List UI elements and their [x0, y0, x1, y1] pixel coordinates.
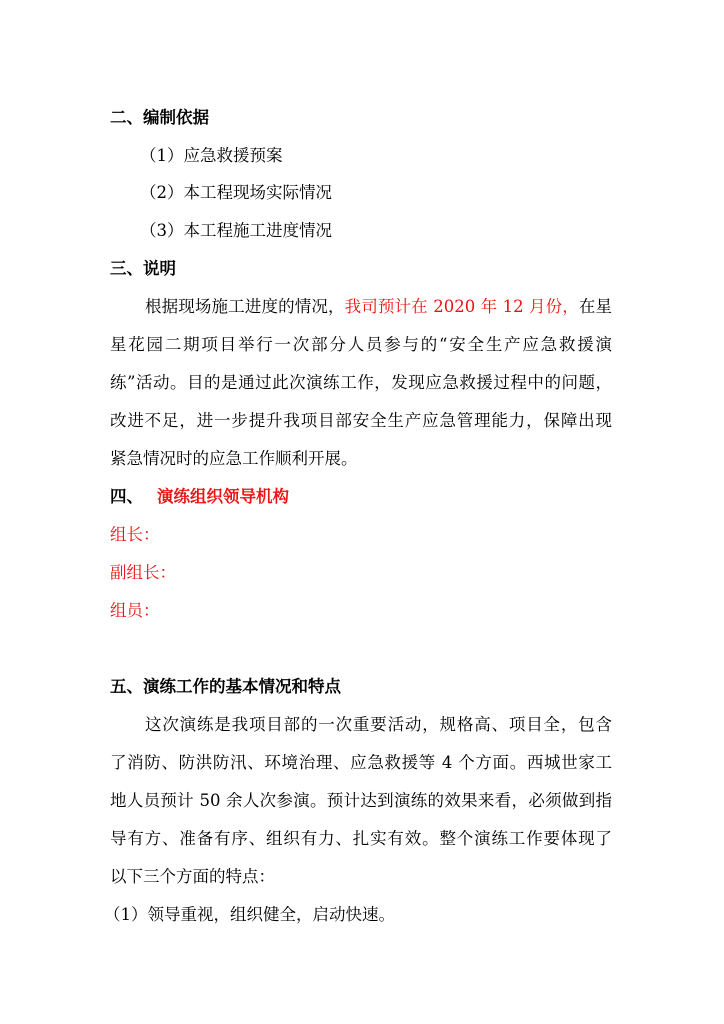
- section-5-heading: 五、演练工作的基本情况和特点: [110, 677, 341, 696]
- section-5-paragraph-line-3: 地人员预计 50 余人次参演。预计达到演练的效果来看，必须做到指: [110, 791, 612, 810]
- section-2-item-3: （3）本工程施工进度情况: [140, 221, 332, 240]
- section-5-paragraph-line-4: 导有方、准备有序、组织有力、扎实有效。整个演练工作要体现了: [110, 829, 612, 848]
- section-3-paragraph-line-4: 改进不足，进一步提升我项目部安全生产应急管理能力，保障出现: [110, 411, 612, 430]
- section-5-paragraph-line-1: 这次演练是我项目部的一次重要活动，规格高、项目全，包含: [145, 715, 612, 734]
- section-3-paragraph-line-2: 星花园二期项目举行一次部分人员参与的“安全生产应急救援演: [110, 335, 612, 354]
- role-leader-label: 组长：: [110, 525, 160, 544]
- section-2-item-2: （2）本工程现场实际情况: [140, 183, 332, 202]
- section-3-highlight-date: 我司预计在 2020 年 12 月份，: [344, 297, 579, 316]
- section-5-paragraph-line-2: 了消防、防洪防汛、环境治理、应急救援等 4 个方面。西城世家工: [110, 753, 612, 772]
- role-deputy-leader-label: 副组长：: [110, 563, 176, 582]
- section-3-paragraph-line-1: [145, 297, 612, 317]
- section-4-number: 四、: [110, 487, 143, 506]
- section-5-paragraph-line-5: 以下三个方面的特点：: [110, 867, 275, 886]
- section-3-heading: 三、说明: [110, 259, 176, 278]
- role-member-label: 组员：: [110, 601, 160, 620]
- section-3-paragraph-line-5: 紧急情况时的应急工作顺利开展。: [110, 449, 358, 468]
- section-3-text-b: 在星: [578, 297, 612, 316]
- section-3-paragraph-line-3: 练”活动。目的是通过此次演练工作，发现应急救援过程中的问题，: [110, 373, 612, 392]
- section-2-item-1: （1）应急救援预案: [140, 146, 283, 165]
- section-2-heading: 二、编制依据: [110, 108, 209, 127]
- section-4-title: 演练组织领导机构: [157, 487, 289, 506]
- section-5-item-1: （1）领导重视，组织健全，启动快速。: [104, 905, 395, 924]
- section-3-text-a: 根据现场施工进度的情况，: [145, 297, 345, 316]
